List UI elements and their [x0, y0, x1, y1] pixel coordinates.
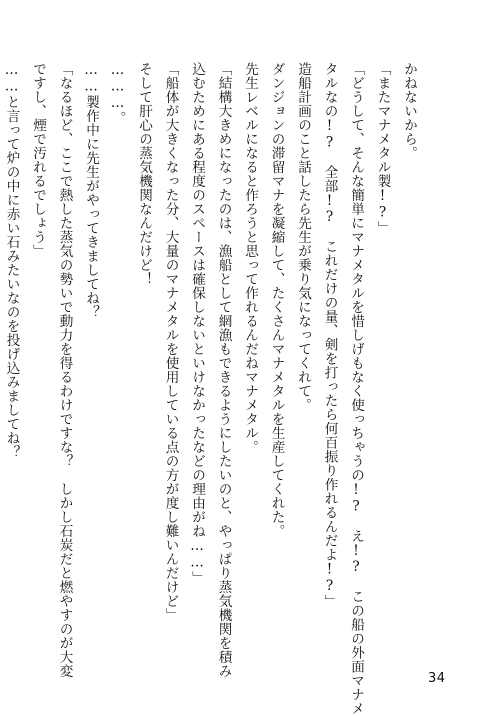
text-line: 先生レベルになると作ろうと思って作れるんだねマナメタル。 [242, 62, 258, 454]
text-line: ………。 [109, 62, 126, 126]
text-line: 造船計画のこと話したら先生が乗り気になってくれて。 [295, 62, 311, 412]
text-line: そして肝心の蒸気機関なんだけど！ [136, 62, 152, 286]
vertical-text-body [0, 62, 422, 716]
text-line: 「船体が大きくなった分、大量のマナメタルを使用している点の方が度し難いんだけど」 [162, 62, 179, 622]
text-line: 「どうして、そんな簡単にマナメタルを惜しげもなく使っちゃうの!? え!? この船の外面マナメ [348, 62, 364, 716]
text-line: ですし、煙で汚れるでしょう」 [30, 62, 46, 258]
text-line: ……と言って炉の中に赤い石みたいなのを投げ込みましてね？ [3, 62, 20, 459]
text-line: 込むためにある程度のスペースは確保しないといけなかったなどの理由がね……」 [189, 62, 205, 585]
text-line: かねないから。 [401, 62, 417, 160]
text-line: 「なるほど、ここで熱した蒸気の勢いで動力を得るわけですな？ しかし石炭だと燃やすのが大変 [56, 62, 73, 678]
text-line: 「またマナメタル製!?」 [374, 62, 391, 235]
text-line: ……製作中に先生がやってきましてね？ [83, 62, 99, 319]
page-number: 34 [428, 671, 446, 686]
text-line: タルなの!? 全部!? これだけの量、剣を打ったら何百振り作れるんだよ!?」 [321, 62, 338, 609]
text-line: ダンジョンの滞留マナを凝縮して、たくさんマナメタルを生産してくれた。 [268, 62, 285, 538]
text-line: 「結構大きめになったのは、漁船として網漁もできるようにしたいのと、やっぱり蒸気機関を積み [215, 62, 232, 678]
